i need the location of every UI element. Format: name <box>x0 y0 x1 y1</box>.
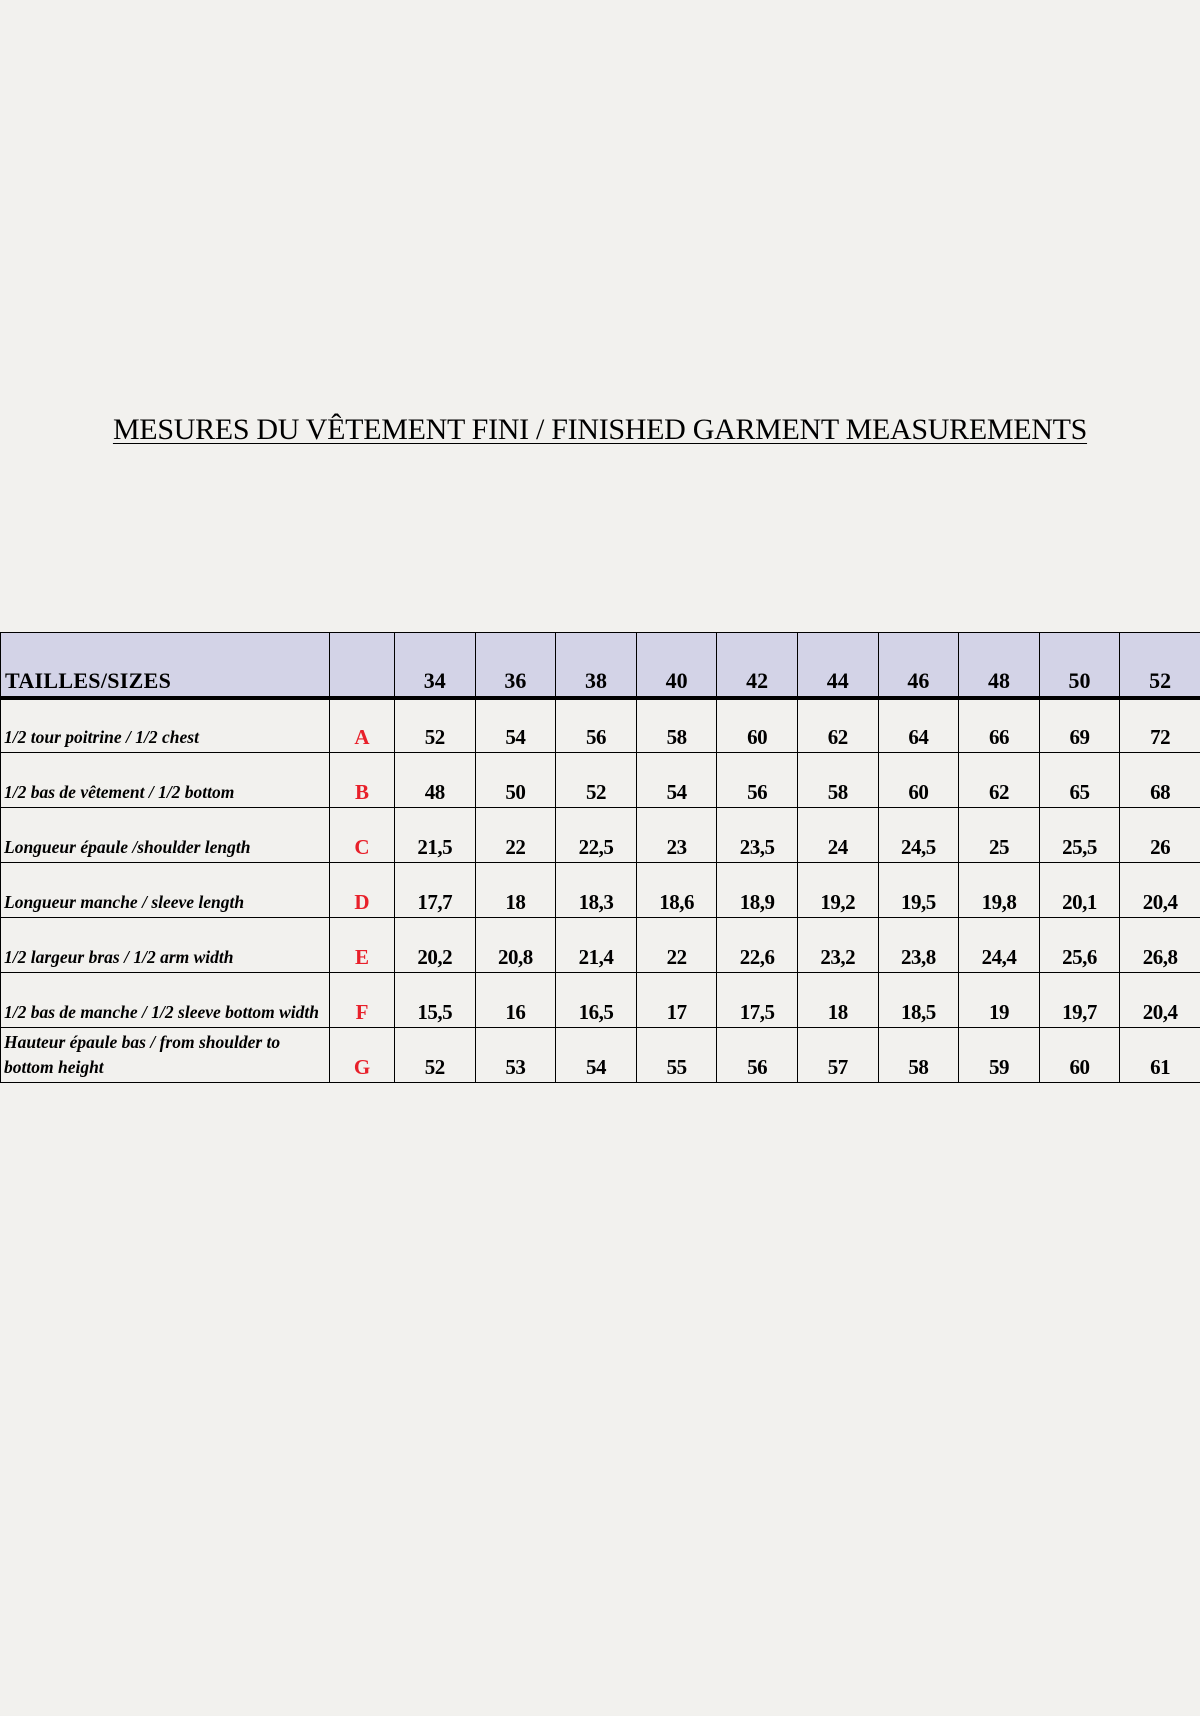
measurement-value: 24,4 <box>959 918 1040 973</box>
size-header-40: 40 <box>636 633 717 698</box>
measurement-value: 60 <box>717 698 798 753</box>
measurement-letter: F <box>330 973 395 1028</box>
measurement-value: 56 <box>717 753 798 808</box>
measurement-value: 56 <box>556 698 637 753</box>
measurement-value: 23,8 <box>878 918 959 973</box>
measurement-value: 50 <box>475 753 556 808</box>
size-header-50: 50 <box>1039 633 1120 698</box>
measurement-value: 58 <box>878 1028 959 1083</box>
measurement-value: 23 <box>636 808 717 863</box>
measurement-value: 57 <box>797 1028 878 1083</box>
measurement-value: 60 <box>878 753 959 808</box>
measurement-value: 18,5 <box>878 973 959 1028</box>
measurement-value: 17 <box>636 973 717 1028</box>
measurement-label: 1/2 bas de manche / 1/2 sleeve bottom width <box>1 973 330 1028</box>
measurement-value: 68 <box>1120 753 1200 808</box>
measurement-value: 62 <box>959 753 1040 808</box>
measurement-value: 19,7 <box>1039 973 1120 1028</box>
measurement-value: 25 <box>959 808 1040 863</box>
measurement-value: 25,5 <box>1039 808 1120 863</box>
measurement-value: 18 <box>797 973 878 1028</box>
measurement-value: 17,5 <box>717 973 798 1028</box>
measurement-value: 66 <box>959 698 1040 753</box>
measurement-value: 19,5 <box>878 863 959 918</box>
measurement-letter: G <box>330 1028 395 1083</box>
size-header-36: 36 <box>475 633 556 698</box>
measurement-value: 54 <box>556 1028 637 1083</box>
measurement-value: 20,4 <box>1120 863 1200 918</box>
size-header-38: 38 <box>556 633 637 698</box>
measurement-label: 1/2 tour poitrine / 1/2 chest <box>1 698 330 753</box>
measurement-value: 17,7 <box>395 863 476 918</box>
measurement-value: 22 <box>475 808 556 863</box>
measurement-value: 48 <box>395 753 476 808</box>
measurement-value: 18 <box>475 863 556 918</box>
measurement-value: 53 <box>475 1028 556 1083</box>
measurement-letter: A <box>330 698 395 753</box>
table-header-row <box>1 633 1200 698</box>
measurement-label: 1/2 bas de vêtement / 1/2 bottom <box>1 753 330 808</box>
measurement-value: 21,4 <box>556 918 637 973</box>
size-header-34: 34 <box>395 633 476 698</box>
measurement-value: 16,5 <box>556 973 637 1028</box>
measurement-value: 64 <box>878 698 959 753</box>
size-header-44: 44 <box>797 633 878 698</box>
table-row <box>1 863 1200 918</box>
measurement-value: 16 <box>475 973 556 1028</box>
table-row <box>1 1028 1200 1083</box>
measurement-value: 25,6 <box>1039 918 1120 973</box>
measurement-value: 23,5 <box>717 808 798 863</box>
measurement-value: 26 <box>1120 808 1200 863</box>
measurement-value: 20,8 <box>475 918 556 973</box>
measurement-value: 52 <box>395 698 476 753</box>
measurement-value: 52 <box>556 753 637 808</box>
measurement-value: 22,5 <box>556 808 637 863</box>
measurement-value: 21,5 <box>395 808 476 863</box>
measurement-letter: C <box>330 808 395 863</box>
measurement-value: 65 <box>1039 753 1120 808</box>
table-body <box>1 698 1200 1083</box>
measurement-value: 72 <box>1120 698 1200 753</box>
measurement-value: 18,9 <box>717 863 798 918</box>
table-row <box>1 808 1200 863</box>
size-header-52: 52 <box>1120 633 1200 698</box>
measurement-value: 15,5 <box>395 973 476 1028</box>
measurement-value: 19 <box>959 973 1040 1028</box>
measurement-value: 19,8 <box>959 863 1040 918</box>
page-title-text: MESURES DU VÊTEMENT FINI / FINISHED GARMENT MEASUREMENTS <box>112 413 1088 446</box>
measurement-label: Longueur épaule /shoulder length <box>1 808 330 863</box>
measurement-label: Longueur manche / sleeve length <box>1 863 330 918</box>
size-header-42: 42 <box>717 633 798 698</box>
measurement-value: 22,6 <box>717 918 798 973</box>
table-row <box>1 698 1200 753</box>
table-row <box>1 918 1200 973</box>
measurement-letter: E <box>330 918 395 973</box>
measurement-value: 22 <box>636 918 717 973</box>
measurement-value: 54 <box>636 753 717 808</box>
measurement-value: 26,8 <box>1120 918 1200 973</box>
measurement-value: 62 <box>797 698 878 753</box>
measurement-value: 58 <box>636 698 717 753</box>
measurement-value: 58 <box>797 753 878 808</box>
measurement-value: 20,2 <box>395 918 476 973</box>
measurement-value: 59 <box>959 1028 1040 1083</box>
measurement-value: 52 <box>395 1028 476 1083</box>
page-title <box>0 410 1200 450</box>
measurement-value: 19,2 <box>797 863 878 918</box>
measurement-value: 55 <box>636 1028 717 1083</box>
measurement-value: 23,2 <box>797 918 878 973</box>
size-table <box>0 632 1200 1083</box>
measurement-value: 18,6 <box>636 863 717 918</box>
measurement-value: 56 <box>717 1028 798 1083</box>
measurement-value: 54 <box>475 698 556 753</box>
size-header-46: 46 <box>878 633 959 698</box>
measurement-value: 69 <box>1039 698 1120 753</box>
measurement-value: 61 <box>1120 1028 1200 1083</box>
measurement-value: 18,3 <box>556 863 637 918</box>
table-row <box>1 753 1200 808</box>
measurement-letter: D <box>330 863 395 918</box>
measurement-value: 60 <box>1039 1028 1120 1083</box>
measurement-value: 24,5 <box>878 808 959 863</box>
sizes-header-label: TAILLES/SIZES <box>1 633 330 698</box>
measurement-label: Hauteur épaule bas / from shoulder to bottom height <box>1 1028 330 1083</box>
letter-header-cell <box>330 633 395 698</box>
size-header-48: 48 <box>959 633 1040 698</box>
measurement-value: 20,1 <box>1039 863 1120 918</box>
measurement-label: 1/2 largeur bras / 1/2 arm width <box>1 918 330 973</box>
measurement-letter: B <box>330 753 395 808</box>
measurement-value: 24 <box>797 808 878 863</box>
measurement-value: 20,4 <box>1120 973 1200 1028</box>
table-row <box>1 973 1200 1028</box>
